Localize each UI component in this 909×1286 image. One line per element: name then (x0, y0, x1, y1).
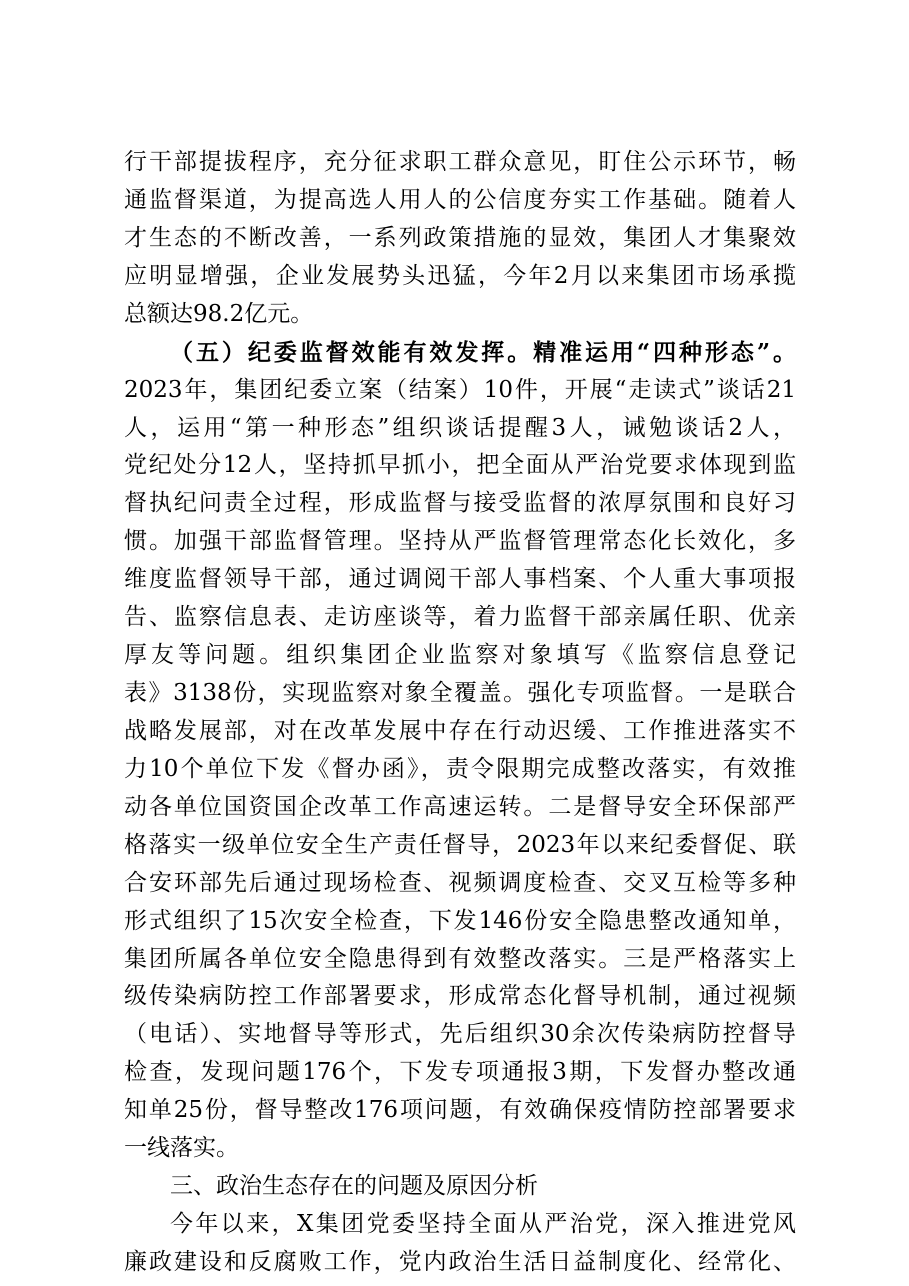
paragraph-2-line-2: 2023年，集团纪委立案（结案）10件，开展“走读式”谈话21 (124, 377, 796, 403)
paragraph-2-line-10: 表》3138份，实现监察对象全覆盖。强化专项监督。一是联合 (124, 680, 796, 706)
paragraph-2-line-22: 一线落实。 (124, 1135, 239, 1161)
paragraph-2-line-14: 格落实一级单位安全生产责任督导，2023年以来纪委督促、联 (124, 832, 796, 858)
paragraph-2-line-9: 厚友等问题。组织集团企业监察对象填写《监察信息登记 (124, 642, 796, 668)
paragraph-2-line-3: 人，运用“第一种形态”组织谈话提醒3人，诫勉谈话2人， (124, 415, 796, 441)
paragraph-2-line-13: 动各单位国资国企改革工作高速运转。二是督导安全环保部严 (124, 794, 796, 820)
section-heading-3: 三、政治生态存在的问题及原因分析 (170, 1173, 538, 1199)
paragraph-1-line-3: 才生态的不断改善，一系列政策措施的显效，集团人才集聚效 (124, 225, 796, 251)
paragraph-2-line-12: 力10个单位下发《督办函》，责令限期完成整改落实，有效推 (124, 756, 796, 782)
paragraph-2-line-17: 集团所属各单位安全隐患得到有效整改落实。三是严格落实上 (124, 946, 796, 972)
paragraph-2-line-7: 维度监督领导干部，通过调阅干部人事档案、个人重大事项报 (124, 566, 796, 592)
paragraph-2-line-18: 级传染病防控工作部署要求，形成常态化督导机制，通过视频 (124, 983, 796, 1009)
paragraph-2-line-19: （电话）、实地督导等形式，先后组织30余次传染病防控督导 (124, 1021, 796, 1047)
paragraph-1-line-2: 通监督渠道，为提高选人用人的公信度夯实工作基础。随着人 (124, 187, 796, 213)
paragraph-2-line-15: 合安环部先后通过现场检查、视频调度检查、交叉互检等多种 (124, 870, 796, 896)
paragraph-2-line-6: 惯。加强干部监督管理。坚持从严监督管理常态化长效化，多 (124, 528, 796, 554)
paragraph-4-line-1: 今年以来，X集团党委坚持全面从严治党，深入推进党风 (170, 1211, 796, 1237)
paragraph-2-line-5: 督执纪问责全过程，形成监督与接受监督的浓厚氛围和良好习 (124, 490, 796, 516)
paragraph-1-line-4: 应明显增强，企业发展势头迅猛，今年2月以来集团市场承揽 (124, 263, 796, 289)
paragraph-2-line-1-heading: （五）纪委监督效能有效发挥。精准运用“四种形态”。 (170, 339, 796, 366)
paragraph-4-line-2: 廉政建设和反腐败工作，党内政治生活日益制度化、经常化、 (124, 1249, 796, 1275)
paragraph-2-line-4: 党纪处分12人，坚持抓早抓小，把全面从严治党要求体现到监 (124, 452, 796, 478)
paragraph-2-line-11: 战略发展部，对在改革发展中存在行动迟缓、工作推进落实不 (124, 718, 796, 744)
paragraph-2-line-21: 知单25份，督导整改176项问题，有效确保疫情防控部署要求 (124, 1097, 796, 1123)
paragraph-2-line-8: 告、监察信息表、走访座谈等，着力监督干部亲属任职、优亲 (124, 604, 796, 630)
paragraph-2-line-20: 检查，发现问题176个，下发专项通报3期，下发督办整改通 (124, 1059, 796, 1085)
paragraph-2-line-16: 形式组织了15次安全检查，下发146份安全隐患整改通知单， (124, 908, 796, 934)
paragraph-1-line-1: 行干部提拔程序，充分征求职工群众意见，盯住公示环节，畅 (124, 149, 796, 175)
paragraph-1-line-5: 总额达98.2亿元。 (124, 301, 314, 327)
